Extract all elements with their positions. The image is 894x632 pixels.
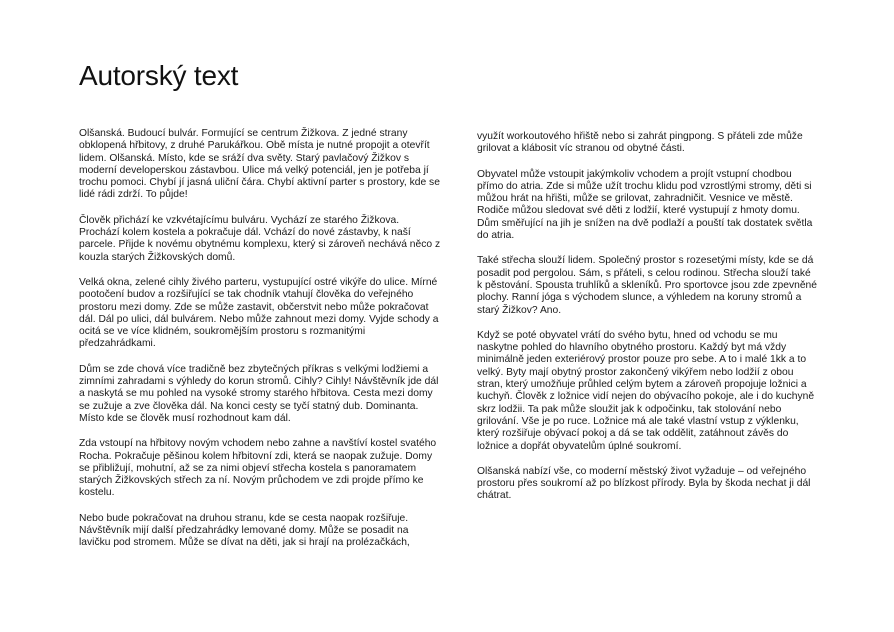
paragraph: Člověk přichází ke vzkvétajícímu bulváru. Vychází ze starého Žižkova. Prochází kolem kostela a pokračuje dál. Vchází do nové zástavby, k naší parcele. Přijde k novému obytnému komplexu, který si zároveň nechává něco z kouzla starých Žižkovských domů. [79,214,441,263]
paragraph: Nebo bude pokračovat na druhou stranu, kde se cesta naopak rozšiřuje. Návštěvník mijí další předzahrádky lemované domy. Může se posadit na lavičku pod stromem. Může se dívat na děti, jak si hrají na prolézačkách, [79,512,410,549]
paragraph: Také střecha slouží lidem. Společný prostor s rozesetými místy, kde se dá posadit pod pergolou. Sám, s přáteli, s celou rodinou. Střecha slouží také k pěstování. Spousta truhlíků a skleníků. Pro sportovce jsou zde zpevněné plochy. Ranní jóga s východem slunce, a výhledem na koruny stromů a starý Žižkov? Ano. [477,255,817,316]
paragraph: Olšanská. Budoucí bulvár. Formující se centrum Žižkova. Z jedné strany obklopená hřbitovy, z druhé Parukářkou. Obě místa je nutné propojit a otevřít lidem. Olšanská. Místo, kde se sráží dva světy. Starý pavlačový Žižkov s moderní developerskou zástavbou. Ulice má velký potenciál, jen je potřeba jí trochu pomoci. Chybí jí jasná uliční čára. Chybí aktivní parter s prostory, kde se lidé rádi zdrží. To půjde! [79,128,440,201]
paragraph: Olšanská nabízí vše, co moderní městský život vyžaduje – od veřejného prostoru přes soukromí až po blízkost přírody. Byla by škoda nechat ji dál chátrat. [477,465,811,502]
text-column-left [79,128,441,563]
paragraph: Velká okna, zelené cihly živého parteru, vystupující ostré vikýře do ulice. Mírné pootočení budov a rozšiřující se tak chodník vtahují člověka do veřejného prostoru mezi domy. Zde se může zastavit, občerstvit nebo může pokračovat dál. Dál po ulici, dál bulvárem. Nebo může zahnout mezi domy. Vyjde schody a ocitá se ve více klidném, soukromějším prostoru s rozmanitými předzahrádkami. [79,276,439,350]
paragraph: Zda vstoupí na hřbitovy novým vchodem nebo zahne a navštíví kostel svatého Rocha. Pokračuje pěšinou kolem hřbitovní zdi, která se naopak zužuje. Domy se přibližují, mohutní, až se za nimi objeví střecha kostela s panoramatem starých Žižkovských střech za ní. Novým průchodem ve zdi projde přímo ke kostelu. [79,438,437,499]
paragraph: Dům se zde chová více tradičně bez zbytečných příkras s velkými lodžiemi a zimními zahradami s výhledy do korun stromů. Cihly? Cihly! Návštěvník jde dál a naskytá se mu pohled na vysoké stromy starého hřbitova. Cesta mezi domy se zužuje a zve člověka dál. Na konci cesty se tyčí statný dub. Dominanta. Místo kde se člověk musí rozhodnout kam dál. [79,363,439,424]
paragraph: Když se poté obyvatel vrátí do svého bytu, hned od vchodu se mu naskytne pohled do hlavního obytného prostoru. Každý byt má vždy minimálně jeden exteriérový prostor pouze pro sebe. A to i malé 1kk a to velký. Byty mají obytný prostor zakončený vikýřem nebo lodžií z obou stran, který umožňuje průhled celým bytem a zároveň propojuje ložnici a kuchyň. Člověk z ložnice vidí nejen do obývacího pokoje, ale i do kuchyně skrz lodžii. Ta pak může sloužit jak k odpočinku, tak stolování nebo grilování. Vše je po ruce. Ložnice má ale také vlastní vstup z výklenku, který rozšiřuje obývací pokoj a dá se tak oddělit, zatáhnout závěs do ložnice a dopřát obyvatelům úplné soukromí. [477,329,815,452]
paragraph: Obyvatel může vstoupit jakýmkoliv vchodem a projít vstupní chodbou přímo do atria. Zde si může užít trochu klidu pod vzrostlými stromy, děti si můžou hrát na hřišti, může se grilovat, zahradničit. Vesnice ve městě. Rodiče můžou sledovat své děti z lodžií, které vystupují z hmoty domu. Dům směřující na jih je snížen na dvě podlaží a pouští tak dostatek světla do atria. [477,168,813,242]
text-column-right [477,131,817,516]
page-title: Autorský text [79,60,239,91]
paragraph: využít workoutového hřiště nebo si zahrát pingpong. S přáteli zde může grilovat a klábosit víc stranou od obytné části. [477,131,803,155]
